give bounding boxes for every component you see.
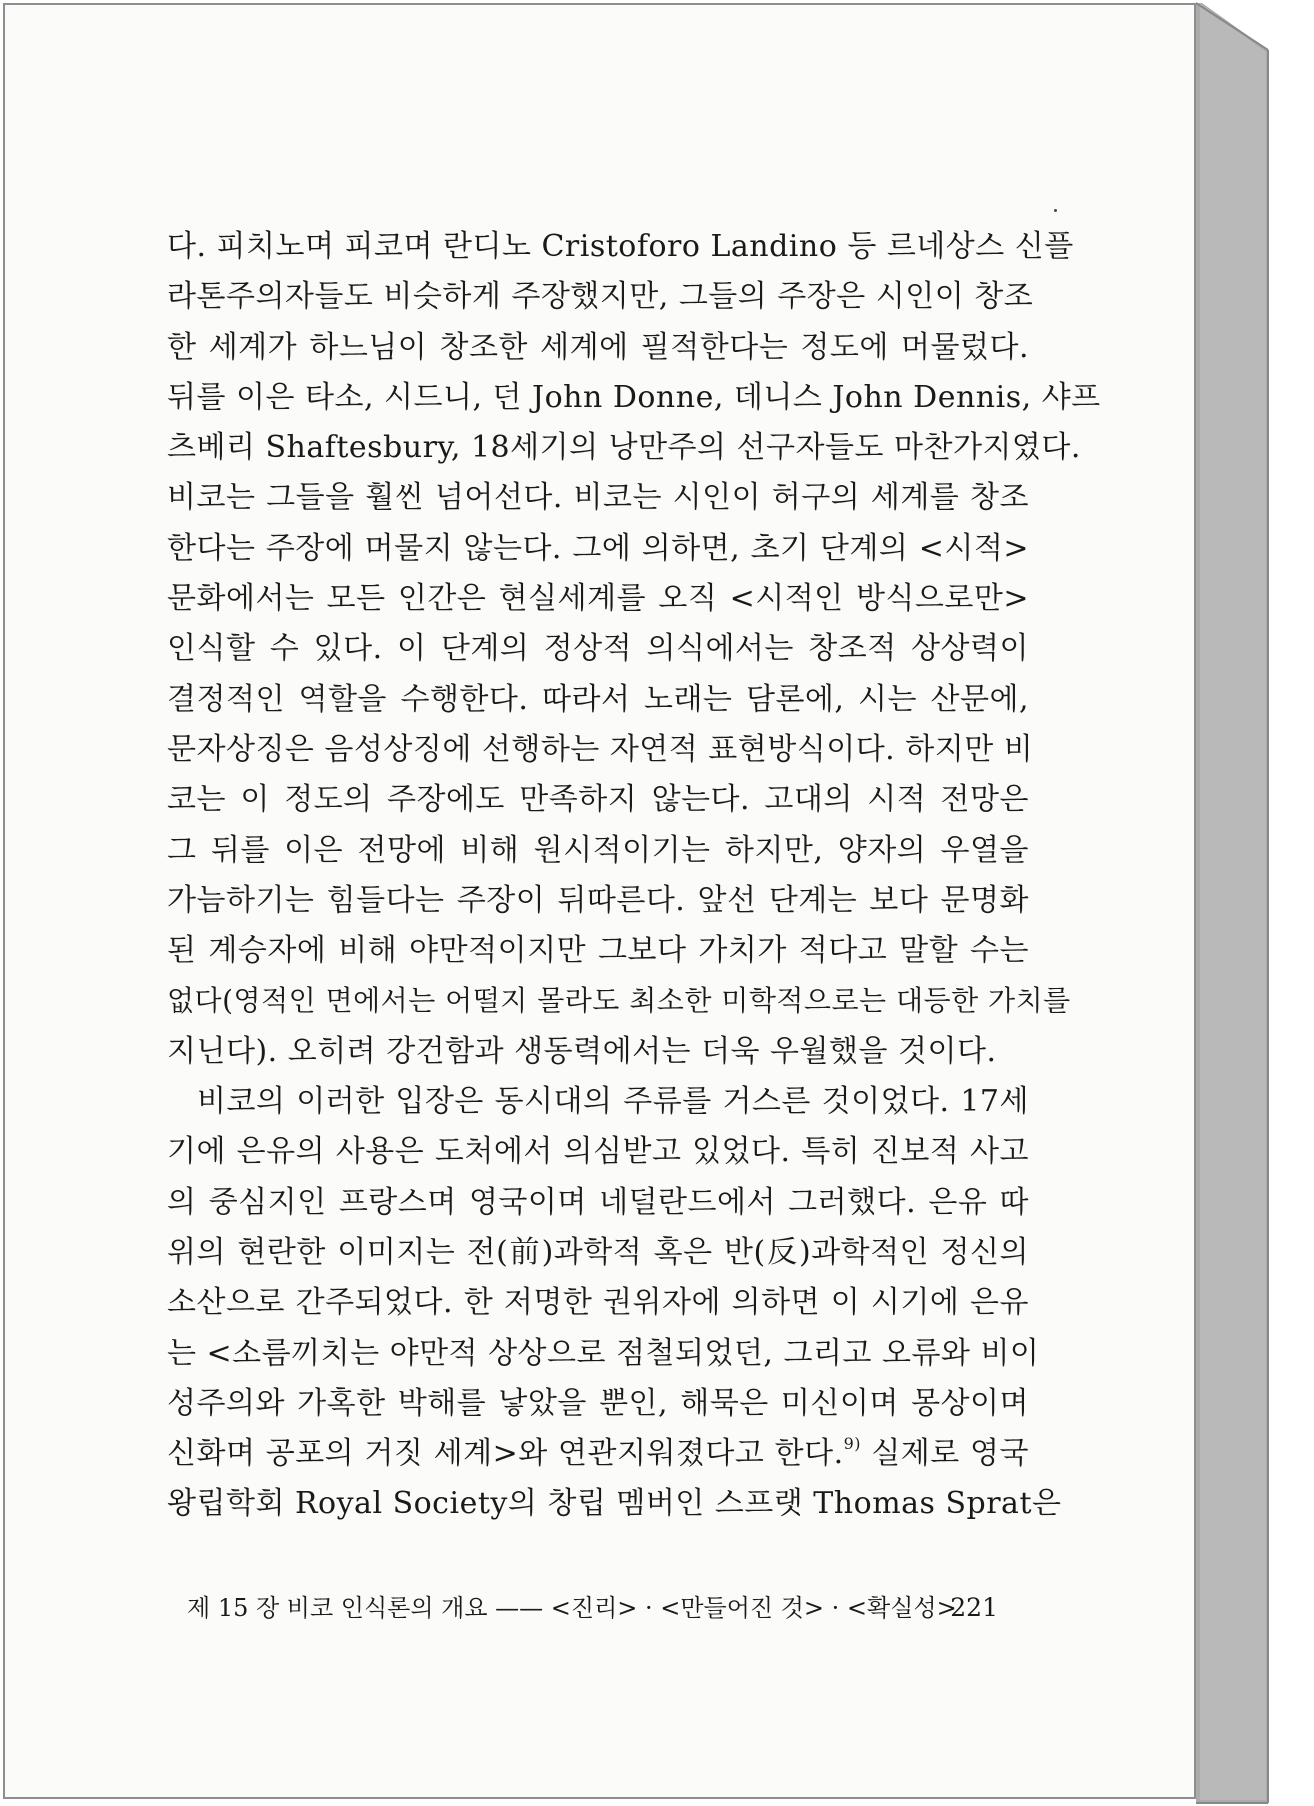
chapter-running-title: 제 15 장 비코 인식론의 개요 —— <진리> · <만들어진 것> · <확실성> <box>187 1594 957 1622</box>
text-line: 코는 이 정도의 주장에도 만족하지 않는다. 고대의 시적 전망은 <box>167 782 1029 818</box>
text-line-tail: 실제로 영국 <box>861 1436 1029 1472</box>
text-line: 결정적인 역할을 수행한다. 따라서 노래는 담론에, 시는 산문에, <box>167 681 1029 717</box>
text-line: 의 중심지인 프랑스며 영국이며 네덜란드에서 그러했다. 은유 따 <box>167 1184 1029 1220</box>
text-line: 라톤주의자들도 비슷하게 주장했지만, 그들의 주장은 시인이 창조 <box>167 279 1034 315</box>
text-line: 츠베리 Shaftesbury, 18세기의 낭만주의 선구자들도 마찬가지였다. <box>167 430 1081 466</box>
footnote-ref[interactable]: 9) <box>843 1434 862 1454</box>
paragraph-start-line: 비코의 이러한 입장은 동시대의 주류를 거스른 것이었다. 17세 <box>197 1084 1029 1120</box>
text-line: 뒤를 이은 타소, 시드니, 던 John Donne, 데니스 John Dennis, 샤프 <box>167 379 1101 415</box>
text-line: 는 <소름끼치는 야만적 상상으로 점철되었던, 그리고 오류와 비이 <box>167 1335 1040 1371</box>
text-line: 비코는 그들을 훨씬 넘어선다. 비코는 시인이 허구의 세계를 창조 <box>167 480 1029 516</box>
scan-speck <box>1054 209 1057 212</box>
text-line: 인식할 수 있다. 이 단계의 정상적 의식에서는 창조적 상상력이 <box>167 631 1029 667</box>
text-line: 다. 피치노며 피코며 란디노 Cristoforo Landino 등 르네상스 신플 <box>167 229 1074 264</box>
body-text <box>167 222 1101 1530</box>
text-line: 성주의와 가혹한 박해를 낳았을 뿐인, 해묵은 미신이며 몽상이며 <box>167 1385 1029 1421</box>
text-line: 위의 현란한 이미지는 전(前)과학적 혹은 반(反)과학적인 정신의 <box>167 1234 1029 1270</box>
text-line: 가늠하기는 힘들다는 주장이 뒤따른다. 앞선 단계는 보다 문명화 <box>167 882 1029 918</box>
text-line: 한다는 주장에 머물지 않는다. 그에 의하면, 초기 단계의 <시적> <box>167 530 1029 566</box>
text-line: 왕립학회 Royal Society의 창립 멤버인 스프랫 Thomas Sprat은 <box>167 1486 1062 1522</box>
text-line-head: 신화며 공포의 거짓 세계>와 연관지워졌다고 한다. <box>167 1436 844 1472</box>
paragraph-end-line: 지닌다). 오히려 강건함과 생동력에서는 더욱 우월했을 것이다. <box>167 1033 997 1069</box>
text-line: 문화에서는 모든 인간은 현실세계를 오직 <시적인 방식으로만> <box>167 581 1029 617</box>
text-line: 한 세계가 하느님이 창조한 세계에 필적한다는 정도에 머물렀다. <box>167 329 1029 365</box>
page-number: 221 <box>950 1593 998 1622</box>
text-line: 소산으로 간주되었다. 한 저명한 권위자에 의하면 이 시기에 은유 <box>167 1285 1029 1321</box>
text-line: 문자상징은 음성상징에 선행하는 자연적 표현방식이다. 하지만 비 <box>167 731 1034 767</box>
text-line-with-footnote <box>167 1429 1029 1479</box>
text-line: 없다(영적인 면에서는 어떨지 몰라도 최소한 미학적으로는 대등한 가치를 <box>167 984 1071 1018</box>
text-line: 된 계승자에 비해 야만적이지만 그보다 가치가 적다고 말할 수는 <box>167 933 1029 969</box>
running-footer <box>187 1590 998 1626</box>
text-line: 기에 은유의 사용은 도처에서 의심받고 있었다. 특히 진보적 사고 <box>167 1134 1029 1170</box>
text-line: 그 뒤를 이은 전망에 비해 원시적이기는 하지만, 양자의 우열을 <box>167 832 1029 868</box>
